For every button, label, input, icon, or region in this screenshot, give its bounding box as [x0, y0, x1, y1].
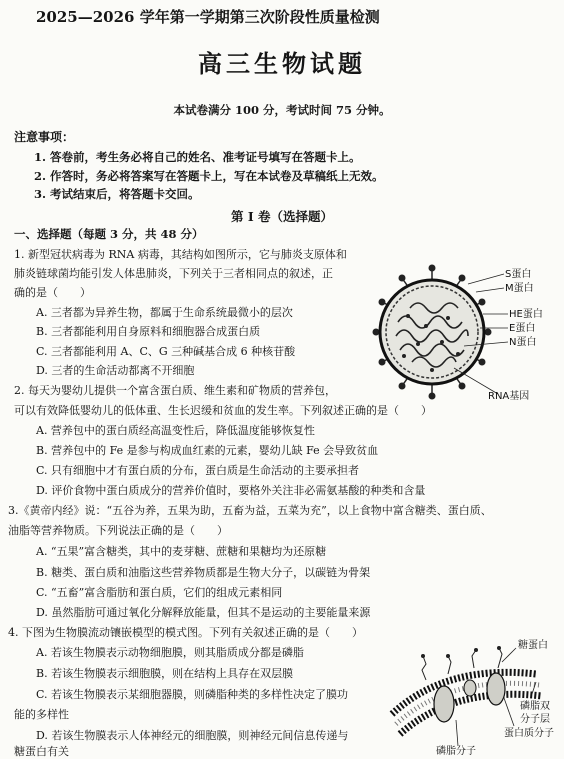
- question-3-option-a: A. “五果”富含糖类，其中的麦芽糖、蔗糖和果糖均为还原糖: [36, 545, 327, 558]
- protein-molecule: [434, 686, 454, 722]
- membrane-label: 蛋白质分子: [504, 728, 554, 739]
- question-4-option-a: A. 若该生物膜表示动物细胞膜，则其脂质成分都是磷脂: [36, 646, 304, 659]
- question-2-line: 可以有效降低婴幼儿的低体重、生长迟缓和贫血的发生率。下列叙述正确的是（ ）: [14, 404, 432, 417]
- note-item: 1. 答卷前，考生务必将自己的姓名、准考证号填写在答题卡上。: [34, 150, 361, 164]
- question-4-option-b: B. 若该生物膜表示细胞膜，则在结构上具存在双层膜: [36, 667, 294, 680]
- membrane-label: 磷脂双: [520, 701, 550, 712]
- exam-info: 本试卷满分 100 分，考试时间 75 分钟。: [173, 103, 391, 117]
- question-4-option-c-cont: 能的多样性: [14, 708, 69, 721]
- membrane-diagram: [386, 634, 562, 758]
- question-1-option-d: D. 三者的生命活动都离不开细胞: [36, 364, 195, 377]
- question-4-option-d-cont: 糖蛋白有关: [14, 745, 69, 758]
- coronavirus-diagram: [368, 262, 560, 402]
- question-3-option-b: B. 糖类、蛋白质和油脂这些营养物质都是生物大分子，以碳链为骨架: [36, 566, 371, 579]
- question-3-option-d: D. 虽然脂肪可通过氧化分解释放能量，但其不是运动的主要能量来源: [36, 606, 371, 619]
- question-2-option-a: A. 营养包中的蛋白质经高温变性后，降低温度能够恢复性: [36, 424, 315, 437]
- membrane-label: 分子层: [520, 714, 550, 725]
- question-2-option-c: C. 只有细胞中才有蛋白质的分布，蛋白质是生命活动的主要承担者: [36, 464, 360, 477]
- virus-label: S蛋白: [505, 269, 532, 280]
- part-heading: 一、选择题（每题 3 分，共 48 分）: [14, 227, 204, 241]
- question-1-option-a: A. 三者都为异养生物，都属于生命系统最微小的层次: [36, 306, 293, 319]
- note-item: 3. 考试结束后，将答题卡交回。: [34, 187, 200, 201]
- question-4-option-c: C. 若该生物膜表示某细胞器膜，则磷脂种类的多样性决定了膜功: [36, 688, 349, 701]
- page-title: 高三生物试题: [198, 49, 366, 78]
- question-4-line: 4. 下图为生物膜流动镶嵌模型的模式图。下列有关叙述正确的是（ ）: [8, 626, 363, 639]
- virus-label: M蛋白: [505, 283, 534, 294]
- exam-header: 2025—2026 学年第一学期第三次阶段性质量检测: [36, 8, 380, 26]
- question-2-option-b: B. 营养包中的 Fe 是参与构成血红素的元素，婴幼儿缺 Fe 会导致贫血: [36, 444, 379, 457]
- virus-label: HE蛋白: [509, 309, 543, 320]
- virus-label: E蛋白: [509, 323, 536, 334]
- question-2-line: 2. 每天为婴幼儿提供一个富含蛋白质、维生素和矿物质的营养包，: [14, 384, 336, 397]
- membrane-label: 磷脂分子: [436, 746, 476, 757]
- question-2-option-d: D. 评价食物中蛋白质成分的营养价值时，要格外关注非必需氨基酸的种类和含量: [36, 484, 426, 497]
- question-4-option-d: D. 若该生物膜表示人体神经元的细胞膜，则神经元间信息传递与: [36, 729, 349, 742]
- note-item: 2. 作答时，务必将答案写在答题卡上，写在本试卷及草稿纸上无效。: [34, 169, 384, 183]
- protein-molecule: [487, 673, 505, 705]
- membrane-label: 糖蛋白: [518, 640, 548, 651]
- question-1-option-c: C. 三者都能利用 A、C、G 三种碱基合成 6 种核苷酸: [36, 345, 296, 358]
- question-1-line: 肺炎链球菌均能引发人体患肺炎，下列关于三者相同点的叙述，正: [14, 267, 333, 280]
- question-3-line: 3.《黄帝内经》说：“五谷为养，五果为助，五畜为益，五菜为充”，以上食物中富含糖类、蛋白质、: [8, 504, 492, 517]
- question-3-option-c: C. “五畜”富含脂肪和蛋白质，它们的组成元素相同: [36, 586, 283, 599]
- notes-heading: 注意事项：: [14, 130, 75, 144]
- virus-label: N蛋白: [509, 337, 537, 348]
- virus-label: RNA基因: [488, 391, 530, 402]
- question-3-line: 油脂等营养物质。下列说法正确的是（ ）: [8, 524, 228, 537]
- question-1-line: 1. 新型冠状病毒为 RNA 病毒，其结构如图所示，它与肺炎支原体和: [14, 248, 347, 261]
- question-1-option-b: B. 三者都能利用自身原料和细胞器合成蛋白质: [36, 325, 261, 338]
- section-title: 第 I 卷（选择题）: [230, 209, 334, 224]
- protein-molecule: [464, 680, 476, 696]
- question-1-line: 确的是（ ）: [14, 286, 91, 299]
